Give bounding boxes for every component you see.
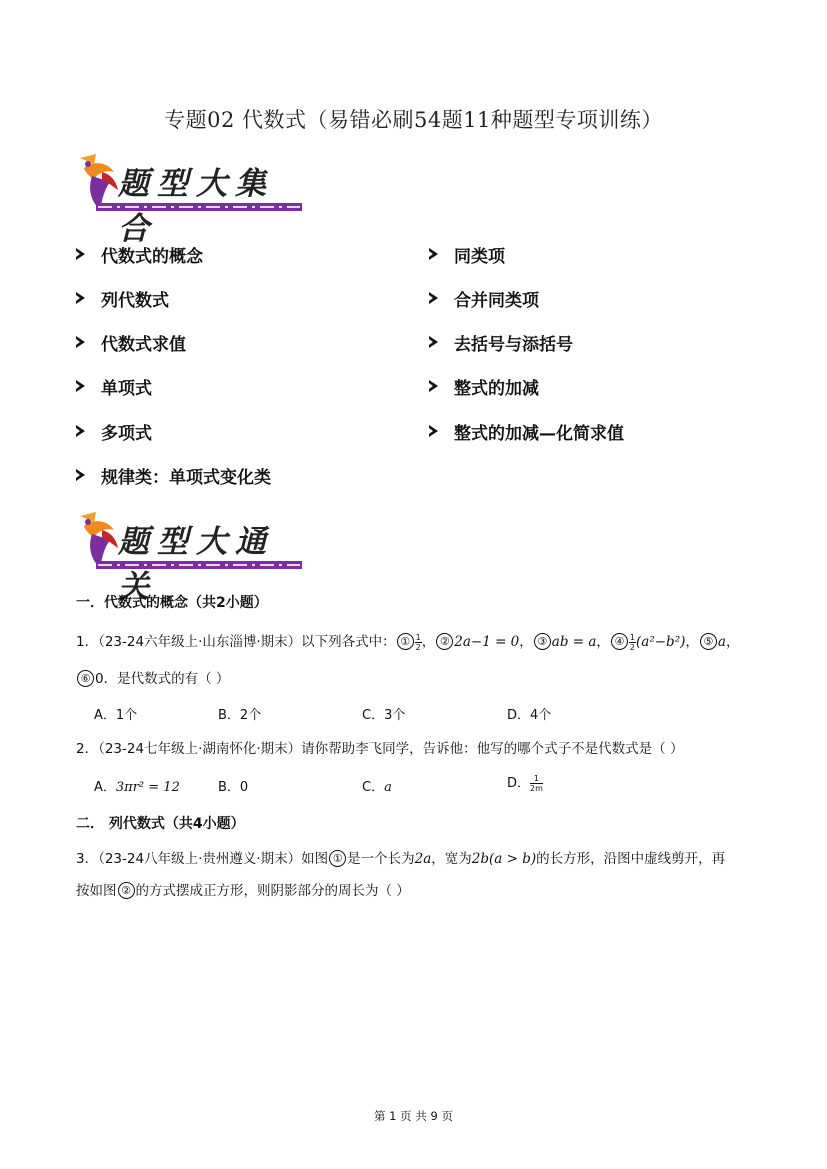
arrow-bullet-icon [76, 292, 85, 304]
type-item: 单项式 [76, 374, 152, 399]
section-heading: 二． 列代数式（共4小题） [76, 816, 245, 832]
fraction: $\frac{1}{2m}$ [530, 774, 543, 793]
question-2: 2．（23-24七年级上·湖南怀化·期末）请你帮助李飞同学，告诉他：他写的哪个式子不是代数式是（ ） [76, 741, 684, 757]
type-item: 整式的加减—化简求值 [429, 419, 624, 444]
arrow-bullet-icon [429, 248, 438, 260]
type-item: 多项式 [76, 419, 152, 444]
arrow-bullet-icon [76, 469, 85, 481]
fraction: $\frac{1}{2}$ [629, 632, 636, 652]
page-footer: 第 1 页 共 9 页 [374, 1109, 453, 1123]
type-item: 合并同类项 [429, 286, 539, 311]
type-item: 整式的加减 [429, 374, 539, 399]
option-b: B．0 [218, 780, 249, 795]
arrow-bullet-icon [76, 380, 85, 392]
banner-title: 题型大集合 [118, 166, 274, 247]
option-c: C．3个 [362, 708, 406, 723]
option-d: D． $\frac{1}{2m}$ [507, 774, 543, 793]
banner-title: 题型大通关 [118, 524, 274, 605]
arrow-bullet-icon [429, 336, 438, 348]
banner-underline [96, 560, 302, 570]
type-item: 规律类：单项式变化类 [76, 463, 271, 488]
page-title: 专题02 代数式（易错必刷54题11种题型专项训练） [164, 108, 663, 132]
arrow-bullet-icon [429, 425, 438, 437]
type-item: 同类项 [429, 242, 505, 267]
option-a: A．3πr² = 12 [94, 780, 180, 795]
arrow-bullet-icon [429, 380, 438, 392]
question-1-line1: 1．（23-24六年级上·山东淄博·期末）以下列各式中： ① $\frac{1}{2}$ ， ② 2a−1 = 0， ③ ab = a， ④ $\frac{1}{2}$ (a²−b²)， ⑤ a， [76, 632, 740, 652]
arrow-bullet-icon [429, 292, 438, 304]
banner-underline [96, 202, 302, 212]
type-item: 代数式的概念 [76, 242, 203, 267]
question-3-line2: 按如图 ② 的方式摆成正方形，则阴影部分的周长为（ ） [76, 883, 410, 899]
fraction: $\frac{1}{2}$ [415, 632, 421, 652]
arrow-bullet-icon [76, 425, 85, 437]
banner-type-collection [74, 150, 306, 247]
arrow-bullet-icon [76, 248, 85, 260]
arrow-bullet-icon [76, 336, 85, 348]
question-3-line1: 3．（23-24八年级上·贵州遵义·期末）如图 ① 是一个长为2a，宽为2b(a > b)的长方形，沿图中虚线剪开，再 [76, 851, 726, 867]
question-1-line2: ⑥ 0．是代数式的有（ ） [76, 667, 229, 688]
option-b: B．2个 [218, 708, 262, 723]
type-item: 代数式求值 [76, 330, 186, 355]
section-heading: 一．代数式的概念（共2小题） [76, 595, 268, 611]
option-d: D．4个 [507, 708, 552, 723]
option-a: A．1个 [94, 708, 138, 723]
type-item: 去括号与添括号 [429, 330, 573, 355]
option-c: C．a [362, 780, 392, 795]
type-item: 列代数式 [76, 286, 169, 311]
